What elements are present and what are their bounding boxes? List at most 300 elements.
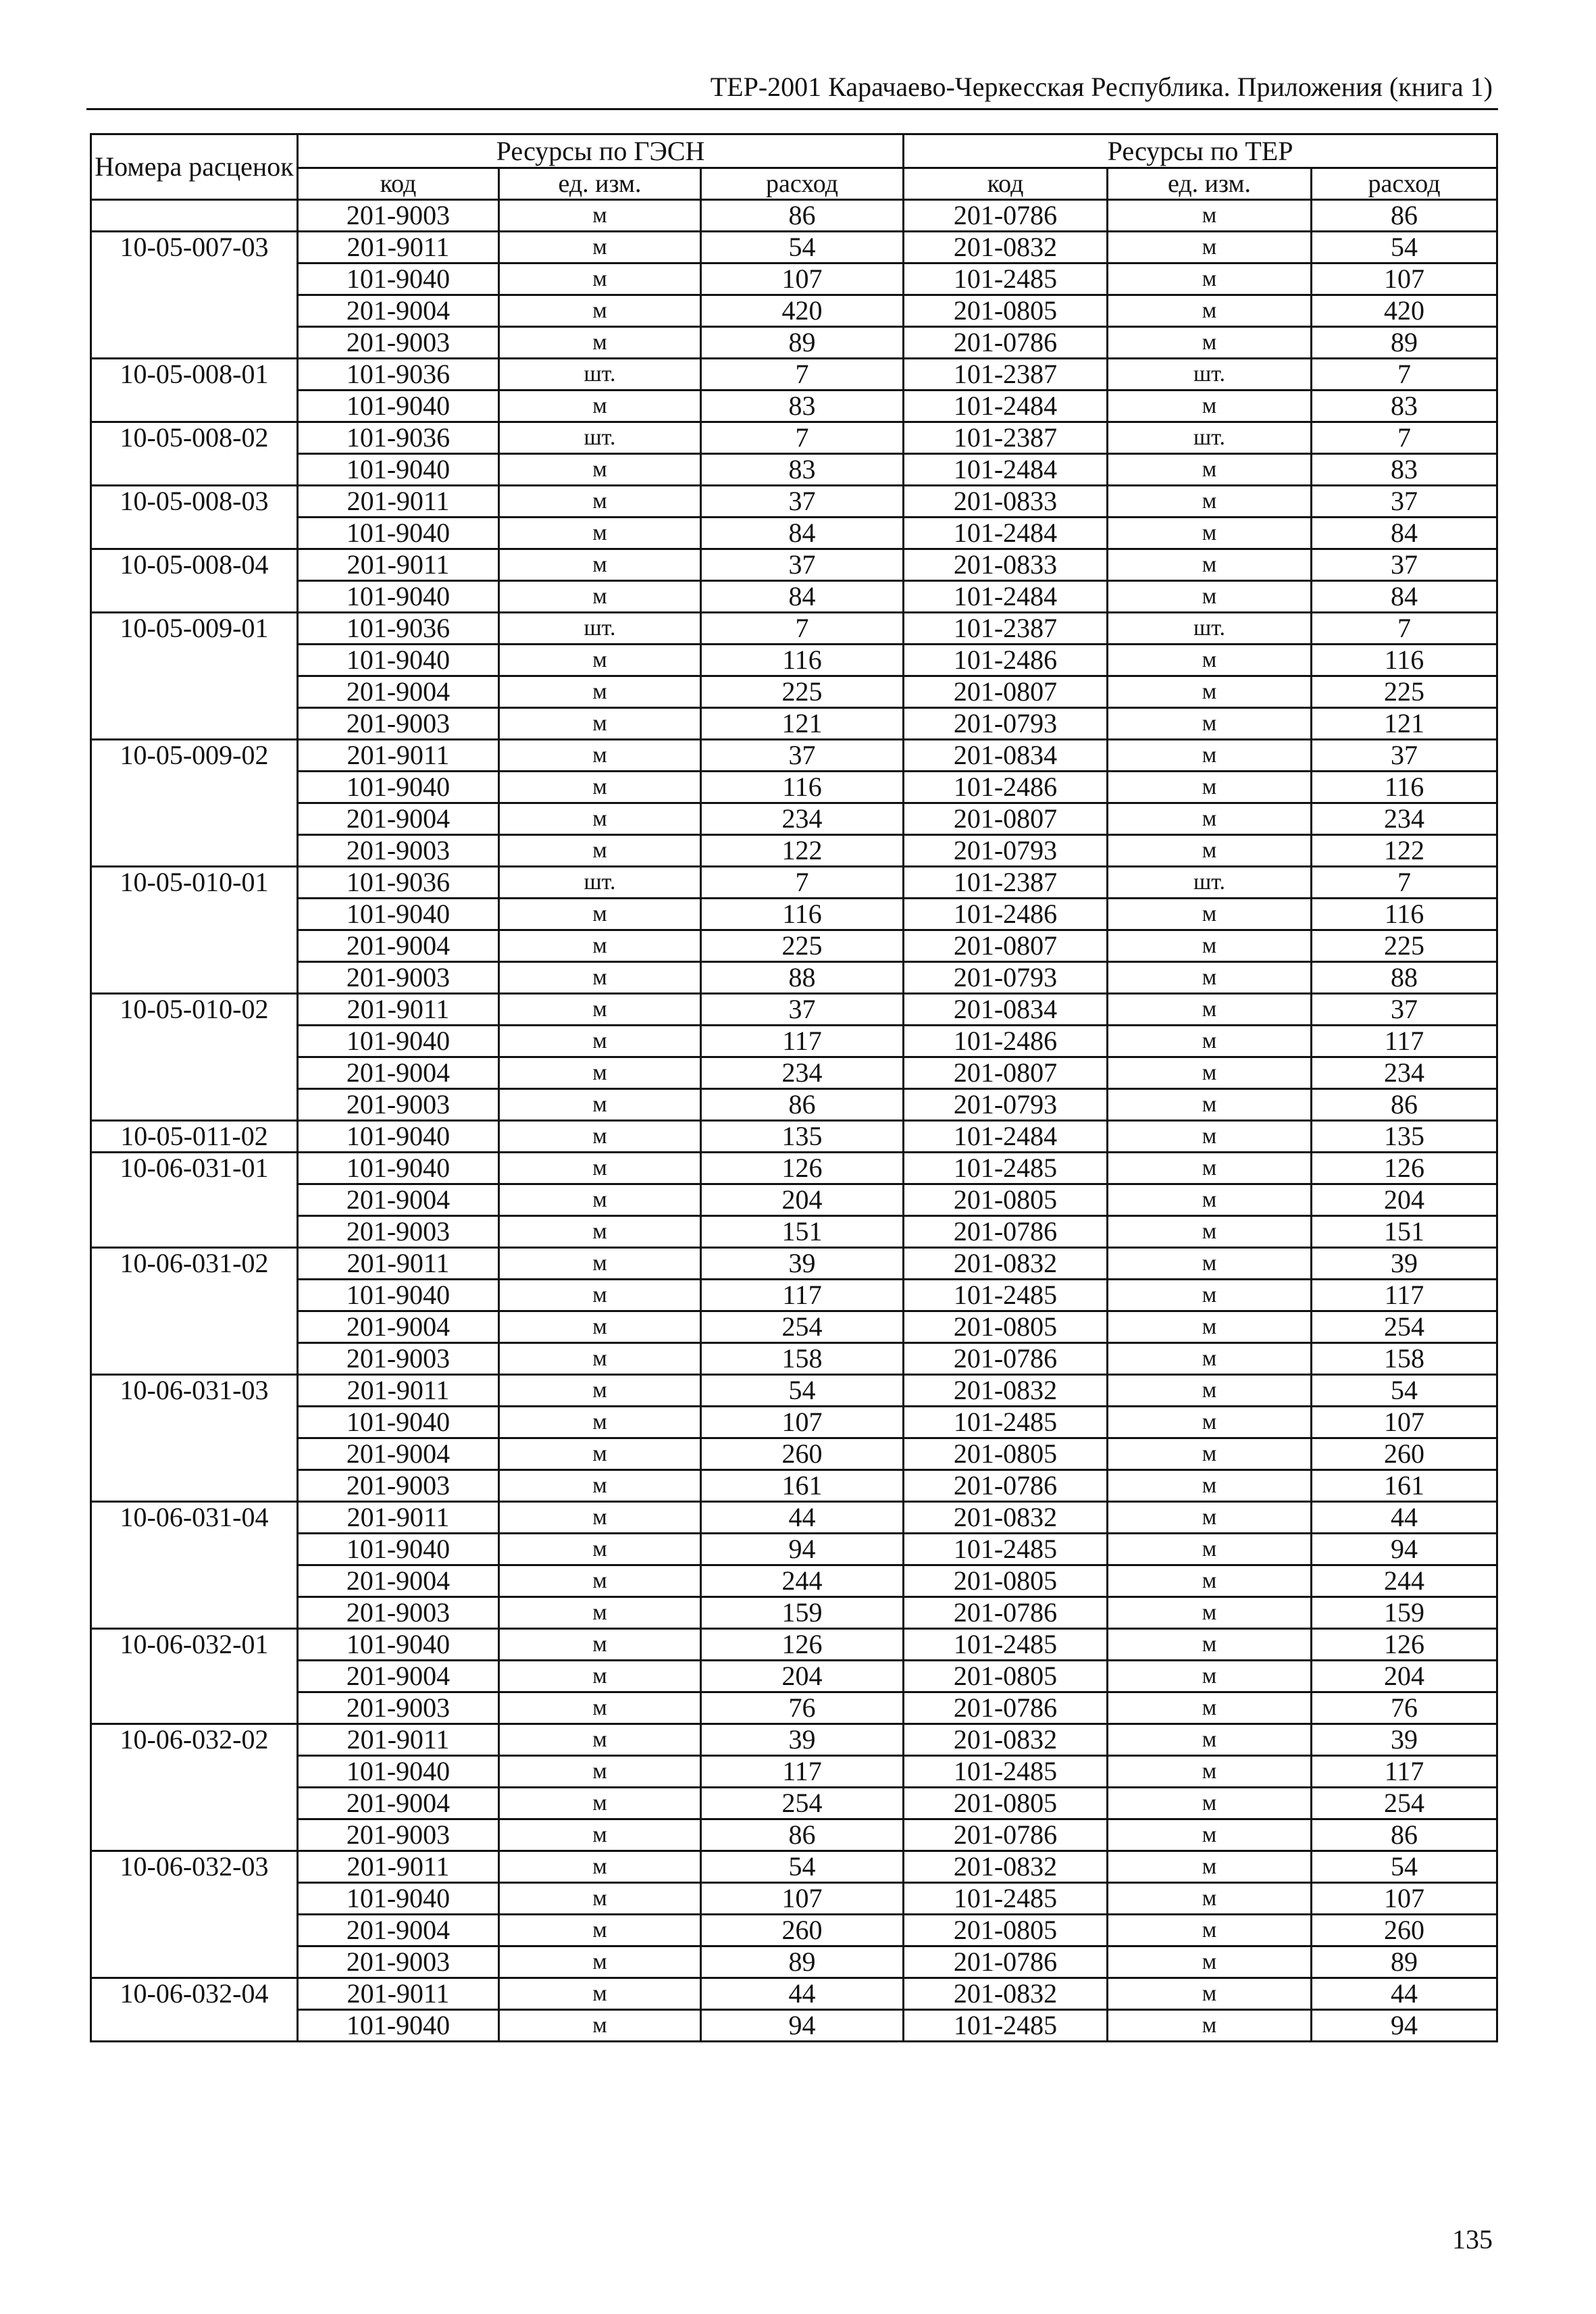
gesn-consumption-cell: 159 (701, 1597, 904, 1629)
gesn-code-cell: 101-9040 (298, 454, 499, 486)
ter-consumption-cell: 7 (1312, 613, 1497, 645)
ter-unit-cell: м (1108, 454, 1312, 486)
ter-consumption-cell: 107 (1312, 263, 1497, 295)
table-row (91, 200, 1497, 232)
column-header-ter-consumption: расход (1312, 168, 1497, 200)
rate-number-cell: 10-06-031-03 (91, 1375, 298, 1502)
gesn-consumption-cell: 7 (701, 613, 904, 645)
ter-code-cell: 101-2387 (904, 359, 1108, 391)
gesn-code-cell: 101-9040 (298, 1153, 499, 1184)
gesn-unit-cell: м (499, 1788, 701, 1819)
ter-consumption-cell: 83 (1312, 454, 1497, 486)
gesn-code-cell: 201-9003 (298, 1089, 499, 1121)
table-row (91, 1692, 1497, 1724)
table-row (91, 1883, 1497, 1915)
gesn-code-cell: 101-9040 (298, 899, 499, 930)
ter-consumption-cell: 44 (1312, 1978, 1497, 2010)
ter-unit-cell: м (1108, 327, 1312, 359)
gesn-code-cell: 101-9040 (298, 1534, 499, 1565)
ter-unit-cell: м (1108, 295, 1312, 327)
gesn-code-cell: 101-9036 (298, 359, 499, 391)
ter-unit-cell: м (1108, 549, 1312, 581)
gesn-consumption-cell: 204 (701, 1661, 904, 1692)
ter-consumption-cell: 7 (1312, 422, 1497, 454)
table-row (91, 1819, 1497, 1851)
ter-unit-cell: м (1108, 1375, 1312, 1407)
resource-table (90, 133, 1498, 2042)
ter-unit-cell: м (1108, 1692, 1312, 1724)
table-row (91, 1756, 1497, 1788)
ter-consumption-cell: 116 (1312, 645, 1497, 676)
table-row (91, 835, 1497, 867)
gesn-consumption-cell: 151 (701, 1216, 904, 1248)
ter-unit-cell: м (1108, 1407, 1312, 1438)
gesn-code-cell: 201-9011 (298, 549, 499, 581)
table-row (91, 803, 1497, 835)
ter-consumption-cell: 260 (1312, 1438, 1497, 1470)
ter-code-cell: 101-2486 (904, 772, 1108, 803)
gesn-consumption-cell: 126 (701, 1153, 904, 1184)
table-row (91, 1184, 1497, 1216)
ter-code-cell: 101-2387 (904, 613, 1108, 645)
gesn-code-cell: 101-9040 (298, 518, 499, 549)
gesn-unit-cell: м (499, 994, 701, 1026)
ter-code-cell: 201-0805 (904, 295, 1108, 327)
ter-code-cell: 101-2485 (904, 1883, 1108, 1915)
gesn-code-cell: 101-9040 (298, 263, 499, 295)
ter-consumption-cell: 420 (1312, 295, 1497, 327)
gesn-code-cell: 101-9040 (298, 1756, 499, 1788)
column-header-rate-number: Номера расценок (91, 134, 298, 200)
gesn-unit-cell: м (499, 930, 701, 962)
table-row (91, 1153, 1497, 1184)
gesn-unit-cell: шт. (499, 422, 701, 454)
column-header-gesn-code: код (298, 168, 499, 200)
gesn-code-cell: 101-9040 (298, 581, 499, 613)
table-row (91, 994, 1497, 1026)
ter-consumption-cell: 116 (1312, 899, 1497, 930)
gesn-consumption-cell: 37 (701, 740, 904, 772)
gesn-consumption-cell: 83 (701, 391, 904, 422)
gesn-code-cell: 101-9040 (298, 2010, 499, 2042)
ter-consumption-cell: 225 (1312, 930, 1497, 962)
table-row (91, 422, 1497, 454)
ter-code-cell: 101-2485 (904, 1534, 1108, 1565)
gesn-unit-cell: м (499, 1184, 701, 1216)
ter-unit-cell: м (1108, 740, 1312, 772)
ter-consumption-cell: 254 (1312, 1788, 1497, 1819)
ter-code-cell: 201-0793 (904, 835, 1108, 867)
rate-number-cell: 10-06-032-01 (91, 1629, 298, 1724)
gesn-consumption-cell: 254 (701, 1788, 904, 1819)
ter-code-cell: 101-2484 (904, 518, 1108, 549)
ter-unit-cell: м (1108, 1756, 1312, 1788)
gesn-consumption-cell: 94 (701, 1534, 904, 1565)
rate-number-cell: 10-05-011-02 (91, 1121, 298, 1153)
gesn-consumption-cell: 225 (701, 930, 904, 962)
ter-unit-cell: м (1108, 1153, 1312, 1184)
ter-unit-cell: м (1108, 930, 1312, 962)
gesn-code-cell: 201-9011 (298, 1978, 499, 2010)
gesn-unit-cell: м (499, 835, 701, 867)
table-row (91, 1343, 1497, 1375)
gesn-consumption-cell: 135 (701, 1121, 904, 1153)
gesn-code-cell: 201-9011 (298, 740, 499, 772)
gesn-code-cell: 201-9004 (298, 930, 499, 962)
ter-code-cell: 201-0805 (904, 1184, 1108, 1216)
table-row (91, 772, 1497, 803)
rate-number-cell: 10-05-008-03 (91, 486, 298, 549)
gesn-consumption-cell: 7 (701, 359, 904, 391)
gesn-code-cell: 201-9004 (298, 1438, 499, 1470)
gesn-consumption-cell: 39 (701, 1248, 904, 1280)
ter-code-cell: 101-2387 (904, 422, 1108, 454)
ter-code-cell: 201-0786 (904, 1819, 1108, 1851)
gesn-unit-cell: м (499, 486, 701, 518)
ter-unit-cell: м (1108, 1248, 1312, 1280)
ter-unit-cell: м (1108, 1089, 1312, 1121)
gesn-consumption-cell: 88 (701, 962, 904, 994)
ter-code-cell: 201-0832 (904, 1851, 1108, 1883)
ter-unit-cell: м (1108, 1184, 1312, 1216)
gesn-unit-cell: м (499, 1756, 701, 1788)
table-row (91, 1629, 1497, 1661)
ter-code-cell: 201-0786 (904, 1946, 1108, 1978)
ter-code-cell: 101-2485 (904, 263, 1108, 295)
gesn-unit-cell: м (499, 1946, 701, 1978)
gesn-consumption-cell: 39 (701, 1724, 904, 1756)
ter-code-cell: 201-0832 (904, 1375, 1108, 1407)
gesn-consumption-cell: 117 (701, 1026, 904, 1057)
gesn-unit-cell: шт. (499, 613, 701, 645)
gesn-consumption-cell: 86 (701, 1819, 904, 1851)
gesn-code-cell: 101-9036 (298, 613, 499, 645)
gesn-unit-cell: м (499, 1915, 701, 1946)
ter-consumption-cell: 107 (1312, 1883, 1497, 1915)
gesn-unit-cell: м (499, 549, 701, 581)
ter-unit-cell: шт. (1108, 359, 1312, 391)
ter-consumption-cell: 37 (1312, 994, 1497, 1026)
ter-unit-cell: шт. (1108, 422, 1312, 454)
table-row (91, 1407, 1497, 1438)
gesn-code-cell: 201-9011 (298, 1502, 499, 1534)
rate-number-cell: 10-06-031-04 (91, 1502, 298, 1629)
ter-unit-cell: шт. (1108, 867, 1312, 899)
gesn-consumption-cell: 7 (701, 867, 904, 899)
ter-code-cell: 101-2486 (904, 645, 1108, 676)
rate-number-cell: 10-06-032-03 (91, 1851, 298, 1978)
ter-unit-cell: м (1108, 994, 1312, 1026)
ter-unit-cell: м (1108, 1788, 1312, 1819)
table-row (91, 1121, 1497, 1153)
ter-unit-cell: м (1108, 1534, 1312, 1565)
ter-consumption-cell: 7 (1312, 359, 1497, 391)
gesn-code-cell: 201-9003 (298, 1692, 499, 1724)
ter-code-cell: 101-2486 (904, 1026, 1108, 1057)
ter-unit-cell: м (1108, 1629, 1312, 1661)
gesn-unit-cell: м (499, 1724, 701, 1756)
ter-unit-cell: м (1108, 1819, 1312, 1851)
table-row (91, 962, 1497, 994)
ter-consumption-cell: 254 (1312, 1311, 1497, 1343)
rate-number-cell: 10-05-009-02 (91, 740, 298, 867)
gesn-unit-cell: м (499, 1089, 701, 1121)
ter-consumption-cell: 84 (1312, 581, 1497, 613)
ter-unit-cell: м (1108, 232, 1312, 263)
table-row (91, 518, 1497, 549)
ter-consumption-cell: 121 (1312, 708, 1497, 740)
gesn-code-cell: 101-9040 (298, 1407, 499, 1438)
ter-code-cell: 101-2485 (904, 1756, 1108, 1788)
table-row (91, 1788, 1497, 1819)
rate-number-cell: 10-05-007-03 (91, 232, 298, 359)
gesn-consumption-cell: 107 (701, 1883, 904, 1915)
ter-unit-cell: м (1108, 1597, 1312, 1629)
ter-consumption-cell: 161 (1312, 1470, 1497, 1502)
ter-code-cell: 101-2485 (904, 2010, 1108, 2042)
gesn-consumption-cell: 260 (701, 1438, 904, 1470)
ter-consumption-cell: 88 (1312, 962, 1497, 994)
ter-code-cell: 201-0834 (904, 740, 1108, 772)
gesn-code-cell: 201-9003 (298, 1946, 499, 1978)
gesn-unit-cell: м (499, 1470, 701, 1502)
gesn-code-cell: 101-9040 (298, 645, 499, 676)
gesn-code-cell: 101-9040 (298, 1629, 499, 1661)
ter-consumption-cell: 86 (1312, 1819, 1497, 1851)
ter-unit-cell: м (1108, 1121, 1312, 1153)
ter-unit-cell: шт. (1108, 613, 1312, 645)
gesn-unit-cell: м (499, 1280, 701, 1311)
ter-consumption-cell: 234 (1312, 1057, 1497, 1089)
gesn-code-cell: 201-9003 (298, 1597, 499, 1629)
ter-unit-cell: м (1108, 1946, 1312, 1978)
table-row (91, 899, 1497, 930)
ter-consumption-cell: 76 (1312, 1692, 1497, 1724)
table-row (91, 1565, 1497, 1597)
gesn-unit-cell: м (499, 518, 701, 549)
gesn-consumption-cell: 37 (701, 994, 904, 1026)
ter-unit-cell: м (1108, 708, 1312, 740)
gesn-code-cell: 101-9040 (298, 1121, 499, 1153)
ter-consumption-cell: 204 (1312, 1661, 1497, 1692)
ter-code-cell: 101-2484 (904, 391, 1108, 422)
ter-consumption-cell: 89 (1312, 327, 1497, 359)
ter-unit-cell: м (1108, 899, 1312, 930)
gesn-code-cell: 201-9004 (298, 295, 499, 327)
gesn-code-cell: 201-9011 (298, 1248, 499, 1280)
table-row (91, 1280, 1497, 1311)
gesn-code-cell: 201-9004 (298, 1915, 499, 1946)
ter-code-cell: 101-2485 (904, 1153, 1108, 1184)
gesn-consumption-cell: 117 (701, 1756, 904, 1788)
table-row (91, 1502, 1497, 1534)
gesn-unit-cell: шт. (499, 867, 701, 899)
gesn-consumption-cell: 83 (701, 454, 904, 486)
gesn-consumption-cell: 116 (701, 899, 904, 930)
column-group-ter: Ресурсы по ТЕР (904, 134, 1497, 168)
gesn-code-cell: 201-9011 (298, 994, 499, 1026)
rate-number-cell: 10-06-032-02 (91, 1724, 298, 1851)
page-header-title: ТЕР-2001 Карачаево-Черкесская Республика. Приложения (книга 1) (710, 72, 1493, 102)
table-row (91, 613, 1497, 645)
table-row (91, 295, 1497, 327)
ter-unit-cell: м (1108, 1470, 1312, 1502)
gesn-unit-cell: м (499, 1375, 701, 1407)
table-row (91, 645, 1497, 676)
ter-consumption-cell: 122 (1312, 835, 1497, 867)
ter-consumption-cell: 225 (1312, 676, 1497, 708)
ter-unit-cell: м (1108, 645, 1312, 676)
gesn-code-cell: 201-9011 (298, 486, 499, 518)
ter-unit-cell: м (1108, 1883, 1312, 1915)
gesn-code-cell: 201-9004 (298, 1788, 499, 1819)
gesn-code-cell: 201-9004 (298, 1661, 499, 1692)
table-row (91, 708, 1497, 740)
gesn-unit-cell: м (499, 295, 701, 327)
table-row (91, 232, 1497, 263)
gesn-code-cell: 101-9040 (298, 1883, 499, 1915)
gesn-unit-cell: м (499, 645, 701, 676)
gesn-consumption-cell: 158 (701, 1343, 904, 1375)
ter-consumption-cell: 158 (1312, 1343, 1497, 1375)
ter-consumption-cell: 116 (1312, 772, 1497, 803)
ter-code-cell: 201-0793 (904, 708, 1108, 740)
table-row (91, 581, 1497, 613)
gesn-code-cell: 201-9003 (298, 835, 499, 867)
ter-unit-cell: м (1108, 200, 1312, 232)
ter-code-cell: 201-0805 (904, 1915, 1108, 1946)
ter-unit-cell: м (1108, 263, 1312, 295)
gesn-consumption-cell: 37 (701, 549, 904, 581)
gesn-unit-cell: м (499, 1597, 701, 1629)
rate-number-cell (91, 200, 298, 232)
gesn-unit-cell: м (499, 1216, 701, 1248)
header-divider (86, 108, 1498, 110)
gesn-code-cell: 201-9004 (298, 803, 499, 835)
ter-consumption-cell: 151 (1312, 1216, 1497, 1248)
rate-number-cell: 10-05-008-02 (91, 422, 298, 486)
table-row (91, 1724, 1497, 1756)
ter-code-cell: 201-0833 (904, 549, 1108, 581)
ter-unit-cell: м (1108, 1311, 1312, 1343)
column-header-gesn-unit: ед. изм. (499, 168, 701, 200)
gesn-unit-cell: м (499, 1407, 701, 1438)
gesn-consumption-cell: 76 (701, 1692, 904, 1724)
ter-code-cell: 101-2485 (904, 1629, 1108, 1661)
gesn-consumption-cell: 116 (701, 645, 904, 676)
table-row (91, 549, 1497, 581)
gesn-code-cell: 201-9004 (298, 676, 499, 708)
gesn-unit-cell: м (499, 1311, 701, 1343)
rate-number-cell: 10-05-010-01 (91, 867, 298, 994)
ter-consumption-cell: 126 (1312, 1629, 1497, 1661)
gesn-unit-cell: м (499, 1438, 701, 1470)
table-body (91, 200, 1497, 2042)
ter-unit-cell: м (1108, 1565, 1312, 1597)
ter-consumption-cell: 117 (1312, 1026, 1497, 1057)
ter-code-cell: 201-0786 (904, 1470, 1108, 1502)
table-row (91, 1026, 1497, 1057)
ter-consumption-cell: 54 (1312, 232, 1497, 263)
ter-code-cell: 201-0832 (904, 1978, 1108, 2010)
ter-unit-cell: м (1108, 2010, 1312, 2042)
gesn-unit-cell: м (499, 1534, 701, 1565)
ter-unit-cell: м (1108, 1851, 1312, 1883)
table-row (91, 676, 1497, 708)
table-row (91, 1661, 1497, 1692)
ter-code-cell: 201-0786 (904, 327, 1108, 359)
gesn-consumption-cell: 54 (701, 1851, 904, 1883)
gesn-consumption-cell: 54 (701, 232, 904, 263)
ter-consumption-cell: 54 (1312, 1375, 1497, 1407)
table-row (91, 1438, 1497, 1470)
gesn-consumption-cell: 84 (701, 518, 904, 549)
ter-consumption-cell: 89 (1312, 1946, 1497, 1978)
gesn-unit-cell: м (499, 1565, 701, 1597)
ter-code-cell: 201-0832 (904, 1248, 1108, 1280)
ter-code-cell: 101-2485 (904, 1280, 1108, 1311)
gesn-consumption-cell: 122 (701, 835, 904, 867)
ter-code-cell: 101-2484 (904, 581, 1108, 613)
table-row (91, 1915, 1497, 1946)
ter-unit-cell: м (1108, 1438, 1312, 1470)
gesn-unit-cell: м (499, 1692, 701, 1724)
ter-unit-cell: м (1108, 1915, 1312, 1946)
gesn-unit-cell: м (499, 1502, 701, 1534)
ter-consumption-cell: 86 (1312, 200, 1497, 232)
gesn-consumption-cell: 204 (701, 1184, 904, 1216)
ter-unit-cell: м (1108, 676, 1312, 708)
gesn-code-cell: 201-9003 (298, 1470, 499, 1502)
table-row (91, 1216, 1497, 1248)
ter-code-cell: 201-0786 (904, 1216, 1108, 1248)
ter-consumption-cell: 135 (1312, 1121, 1497, 1153)
gesn-unit-cell: м (499, 1883, 701, 1915)
gesn-consumption-cell: 89 (701, 1946, 904, 1978)
table-row (91, 454, 1497, 486)
gesn-code-cell: 201-9003 (298, 1216, 499, 1248)
ter-unit-cell: м (1108, 772, 1312, 803)
gesn-unit-cell: м (499, 263, 701, 295)
ter-unit-cell: м (1108, 391, 1312, 422)
gesn-consumption-cell: 260 (701, 1915, 904, 1946)
gesn-code-cell: 101-9036 (298, 867, 499, 899)
table-row (91, 1597, 1497, 1629)
gesn-unit-cell: м (499, 1819, 701, 1851)
gesn-unit-cell: м (499, 391, 701, 422)
gesn-unit-cell: м (499, 2010, 701, 2042)
ter-consumption-cell: 37 (1312, 549, 1497, 581)
ter-code-cell: 101-2387 (904, 867, 1108, 899)
column-header-ter-code: код (904, 168, 1108, 200)
ter-code-cell: 201-0832 (904, 232, 1108, 263)
gesn-unit-cell: м (499, 962, 701, 994)
gesn-code-cell: 201-9011 (298, 232, 499, 263)
gesn-consumption-cell: 116 (701, 772, 904, 803)
table-row (91, 1375, 1497, 1407)
table-row (91, 263, 1497, 295)
table-row (91, 327, 1497, 359)
ter-consumption-cell: 244 (1312, 1565, 1497, 1597)
ter-unit-cell: м (1108, 1216, 1312, 1248)
ter-code-cell: 201-0786 (904, 1597, 1108, 1629)
ter-consumption-cell: 260 (1312, 1915, 1497, 1946)
ter-code-cell: 201-0805 (904, 1661, 1108, 1692)
ter-unit-cell: м (1108, 518, 1312, 549)
gesn-consumption-cell: 89 (701, 327, 904, 359)
rate-number-cell: 10-05-008-04 (91, 549, 298, 613)
gesn-unit-cell: м (499, 454, 701, 486)
